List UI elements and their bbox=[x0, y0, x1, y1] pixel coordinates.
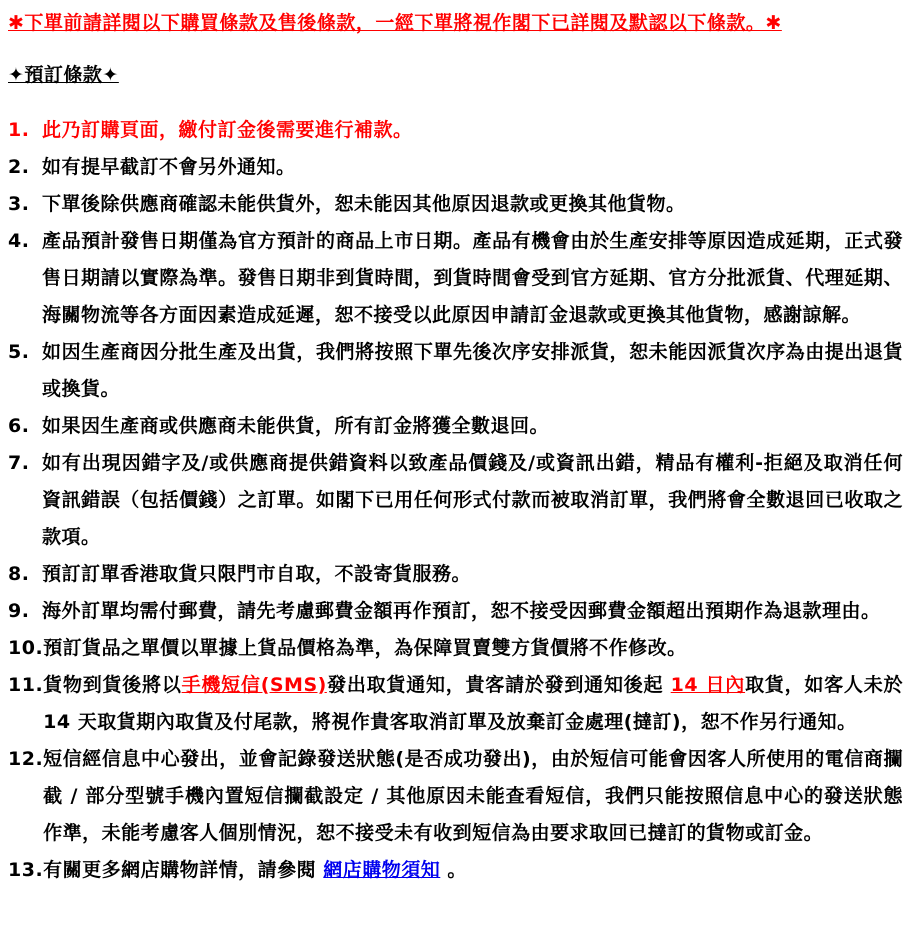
term-number: 2. bbox=[8, 156, 30, 178]
term-text-segment: 產品預計發售日期僅為官方預計的商品上市日期。產品有機會由於生產安排等原因造成延期，正式發售日期請以實際為準。發售日期非到貨時間，到貨時間會受到官方延期、官方分批派貨、代理延期、海關物流等各方面因素造成延遲，恕不接受以此原因申請訂金退款或更換其他貨物，感謝諒解。 bbox=[42, 230, 903, 326]
term-text bbox=[43, 630, 903, 667]
term-text bbox=[43, 852, 903, 889]
term-number: 1. bbox=[8, 119, 30, 141]
term-text-segment: 此乃訂購頁面，繳付訂金後需要進行補款。 bbox=[42, 119, 413, 141]
term-text bbox=[42, 223, 903, 334]
highlighted-text: 14 日內 bbox=[670, 674, 746, 696]
page-title: ✱下單前請詳閱以下購買條款及售後條款，一經下單將視作閣下已詳閱及默認以下條款。✱ bbox=[8, 12, 782, 34]
term-item-2 bbox=[8, 149, 903, 186]
term-text-segment: 預訂訂單香港取貨只限門市自取，不設寄貨服務。 bbox=[42, 563, 472, 585]
terms-list bbox=[8, 112, 903, 889]
term-text-segment: 有關更多網店購物詳情，請參閱 bbox=[43, 859, 324, 881]
term-item-11 bbox=[8, 667, 903, 741]
term-item-12 bbox=[8, 741, 903, 852]
term-number: 5. bbox=[8, 341, 30, 363]
section-header-preorder-terms: ✦預訂條款✦ bbox=[8, 64, 119, 86]
term-text-segment: 如有出現因錯字及/或供應商提供錯資料以致產品價錢及/或資訊出錯，精品有權利-拒絕及取消任何資訊錯誤（包括價錢）之訂單。如閣下已用任何形式付款而被取消訂單，我們將會全數退回已收取之款項。 bbox=[42, 452, 903, 548]
term-number: 4. bbox=[8, 230, 30, 252]
term-text bbox=[42, 445, 903, 556]
term-text bbox=[43, 741, 903, 852]
term-text bbox=[42, 408, 903, 445]
term-item-8 bbox=[8, 556, 903, 593]
term-item-13 bbox=[8, 852, 903, 889]
term-text-segment: 如因生產商因分批生產及出貨，我們將按照下單先後次序安排派貨，恕未能因派貨次序為由提出退貨或換貨。 bbox=[42, 341, 903, 400]
term-item-10 bbox=[8, 630, 903, 667]
term-text-segment: 下單後除供應商確認未能供貨外，恕未能因其他原因退款或更換其他貨物。 bbox=[42, 193, 686, 215]
term-number: 3. bbox=[8, 193, 30, 215]
term-item-6 bbox=[8, 408, 903, 445]
term-number: 11. bbox=[8, 674, 44, 696]
term-text-segment: 海外訂單均需付郵費，請先考慮郵費金額再作預訂，恕不接受因郵費金額超出預期作為退款理由。 bbox=[42, 600, 881, 622]
term-text-segment: 貨物到貨後將以 bbox=[43, 674, 182, 696]
term-text-segment: 。 bbox=[440, 859, 467, 881]
term-text bbox=[42, 186, 903, 223]
term-number: 10. bbox=[8, 637, 44, 659]
term-number: 7. bbox=[8, 452, 30, 474]
term-item-7 bbox=[8, 445, 903, 556]
term-text bbox=[42, 112, 903, 149]
term-number: 12. bbox=[8, 748, 44, 770]
term-item-9 bbox=[8, 593, 903, 630]
term-item-1 bbox=[8, 112, 903, 149]
term-text bbox=[42, 556, 903, 593]
term-number: 8. bbox=[8, 563, 30, 585]
term-text bbox=[43, 667, 903, 741]
term-text bbox=[42, 334, 903, 408]
term-item-3 bbox=[8, 186, 903, 223]
term-text-segment: 如果因生產商或供應商未能供貨，所有訂金將獲全數退回。 bbox=[42, 415, 550, 437]
term-text bbox=[42, 149, 903, 186]
shop-guide-link[interactable]: 網店購物須知 bbox=[323, 859, 441, 881]
term-text-segment: 如有提早截訂不會另外通知。 bbox=[42, 156, 296, 178]
term-text bbox=[42, 593, 903, 630]
term-number: 13. bbox=[8, 859, 44, 881]
term-item-4 bbox=[8, 223, 903, 334]
term-item-5 bbox=[8, 334, 903, 408]
term-text-segment: 短信經信息中心發出，並會記錄發送狀態(是否成功發出)，由於短信可能會因客人所使用的電信商攔截 / 部分型號手機內置短信攔截設定 / 其他原因未能查看短信，我們只能按照信息中心的發送狀態作準，未能考慮客人個別情況，恕不接受未有收到短信為由要求取回已撻訂的貨物或訂金。 bbox=[43, 748, 903, 844]
highlighted-text: 手機短信(SMS) bbox=[181, 674, 327, 696]
term-text-segment: 取貨，如客人未於 14 天取貨期內取貨及付尾款，將視作貴客取消訂單及放棄訂金處理(撻訂)，恕不作另行通知。 bbox=[43, 674, 903, 733]
term-number: 6. bbox=[8, 415, 30, 437]
term-text-segment: 發出取貨通知，貴客請於發到通知後起 bbox=[326, 674, 671, 696]
term-text-segment: 預訂貨品之單價以單據上貨品價格為準，為保障買賣雙方貨價將不作修改。 bbox=[43, 637, 687, 659]
term-number: 9. bbox=[8, 600, 30, 622]
